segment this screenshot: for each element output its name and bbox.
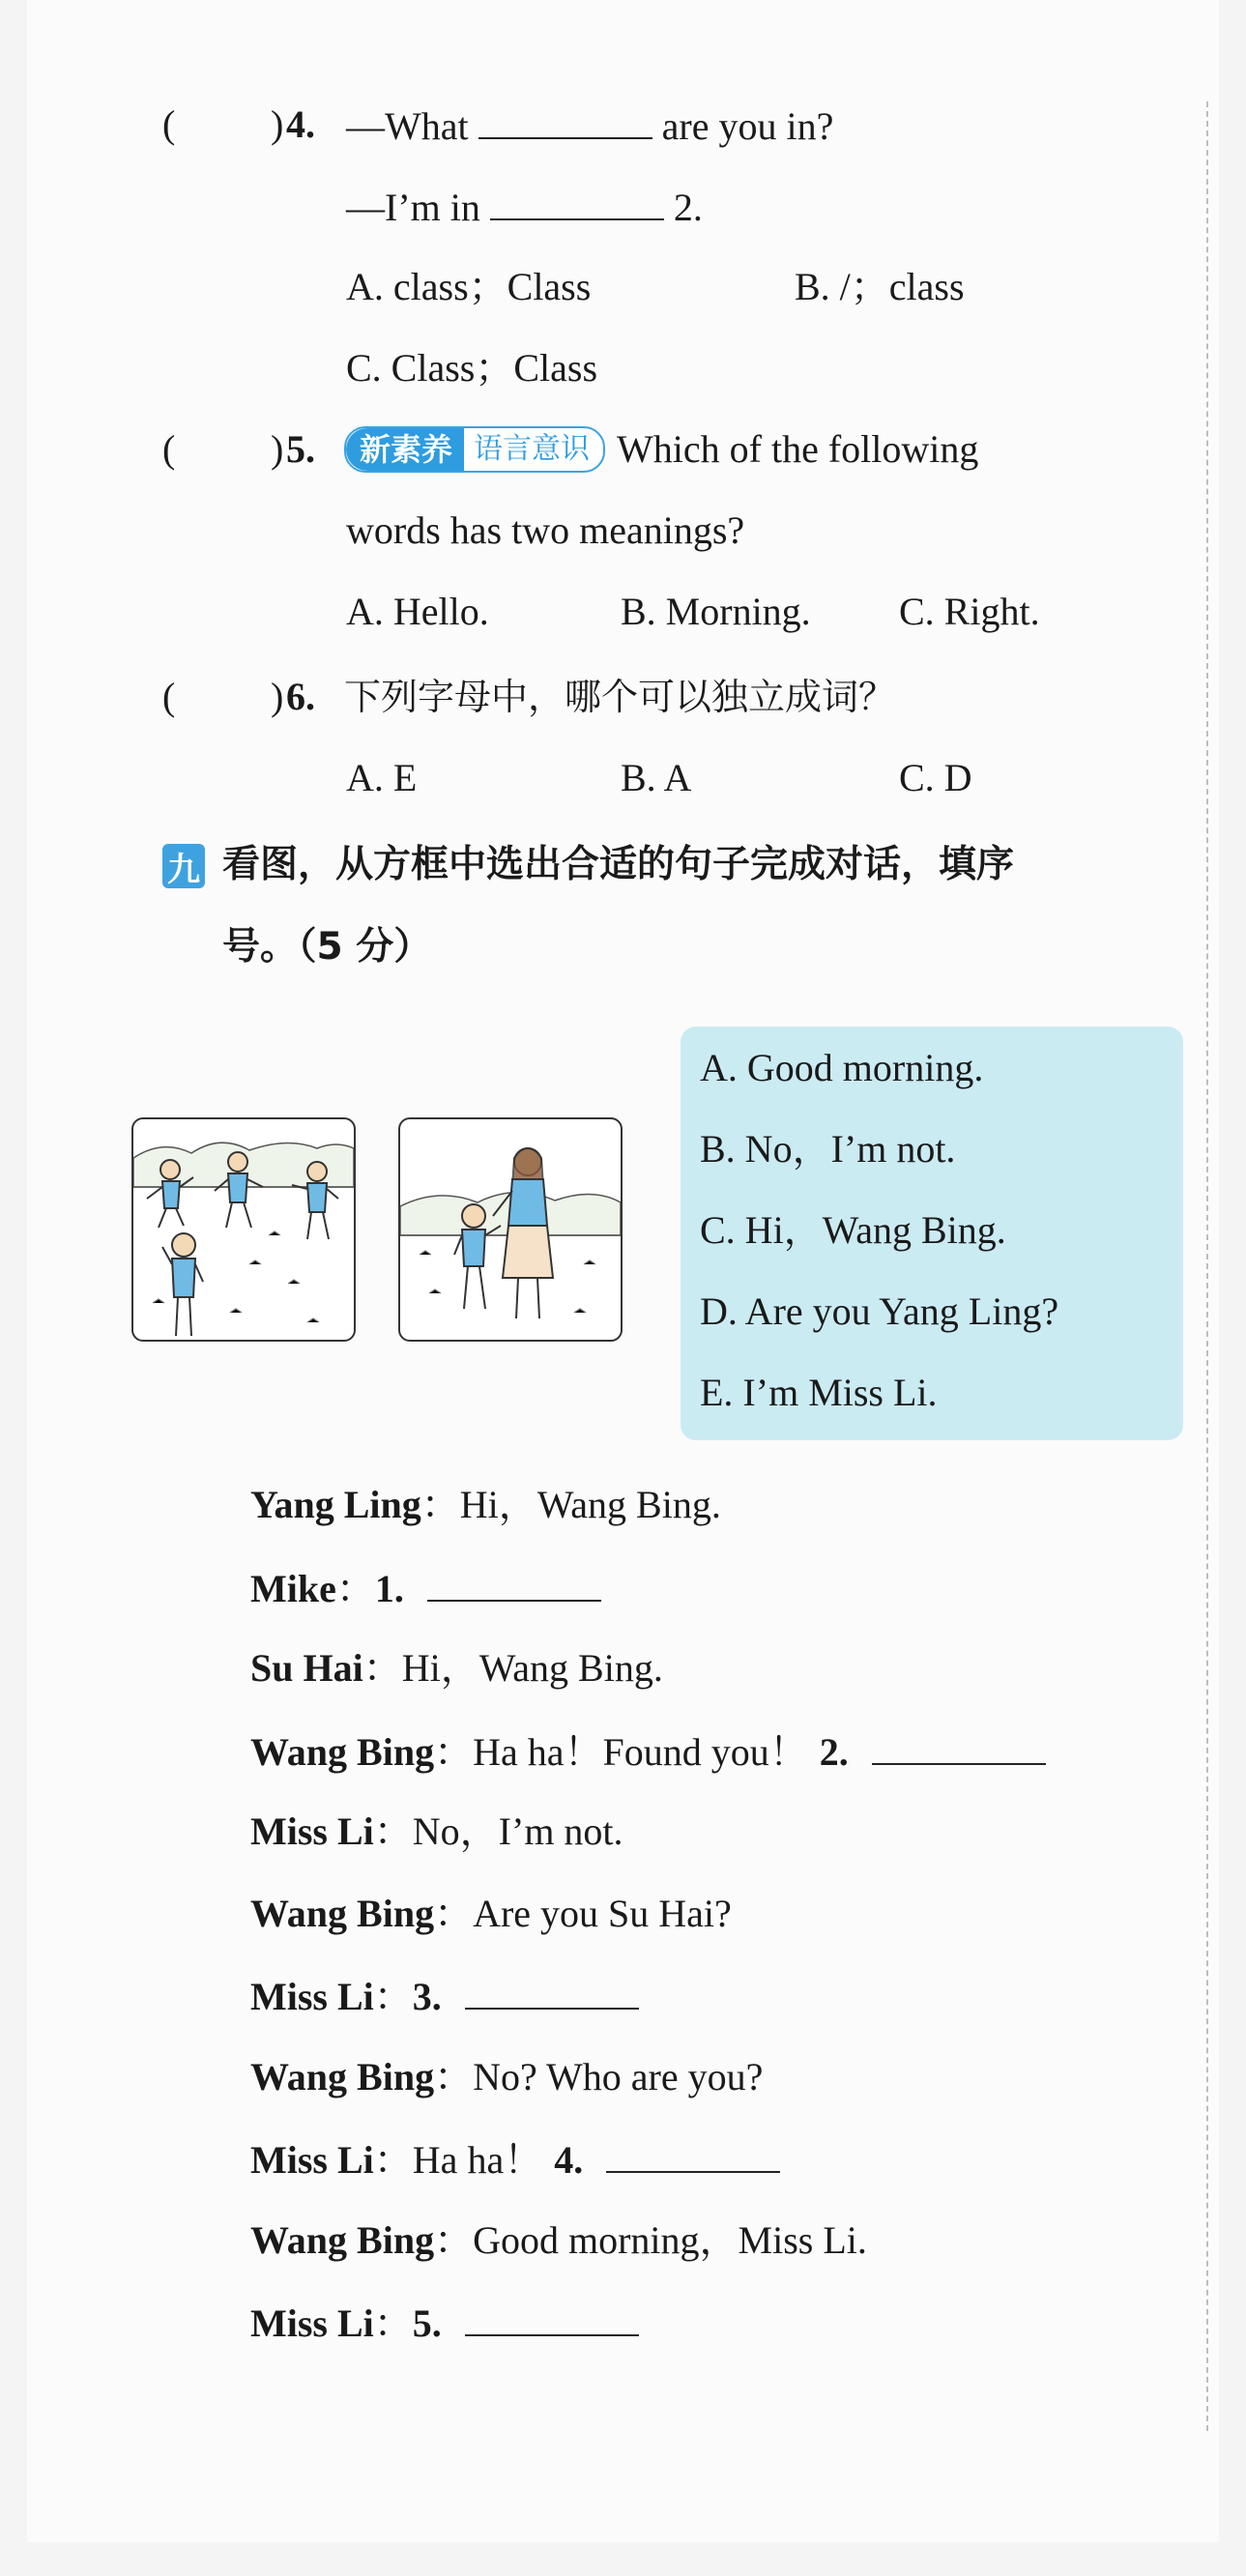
- speaker-separator: ：: [434, 2054, 474, 2098]
- q6-answer-paren-open: (: [162, 675, 176, 718]
- q4-line2: [346, 182, 703, 232]
- dialogue-line: [250, 1808, 623, 1856]
- q4-answer-paren-close: ): [271, 102, 284, 146]
- q4-line2-start: —I’m in: [346, 186, 480, 229]
- dialogue-line: [250, 1971, 649, 2021]
- q4-line2-end: 2.: [673, 186, 703, 229]
- q4-option-c: C. Class；Class: [346, 346, 598, 390]
- q5-answer-paren-close: ): [271, 427, 284, 471]
- answer-blank[interactable]: [872, 1726, 1046, 1765]
- dialogue-line: [250, 1726, 1056, 1777]
- speaker-name: Wang Bing: [250, 1891, 435, 1935]
- dialogue-text: Hi，Wang Bing.: [459, 1483, 721, 1526]
- speaker-name: Miss Li: [250, 2138, 374, 2182]
- speaker-name: Wang Bing: [250, 2217, 435, 2262]
- dialogue-line: [250, 1563, 611, 1613]
- q4-answer-paren-open: (: [162, 102, 176, 146]
- speaker-name: Miss Li: [250, 1975, 374, 2018]
- q6-option-c: C. D: [899, 756, 972, 799]
- box-option-d: D. Are you Yang Ling?: [700, 1289, 1059, 1333]
- dialogue-text: Are you Su Hai?: [473, 1891, 732, 1935]
- q5-answer-paren-open: (: [162, 427, 176, 471]
- blank-number: 1.: [374, 1566, 404, 1610]
- dialogue-line: [250, 2134, 790, 2185]
- speaker-name: Su Hai: [250, 1646, 363, 1690]
- q4-blank-2[interactable]: [490, 182, 664, 220]
- speaker-separator: ：: [420, 1483, 460, 1526]
- q4-line1: [346, 101, 833, 151]
- answer-blank[interactable]: [465, 1971, 639, 2010]
- speaker-separator: ：: [434, 2217, 474, 2262]
- speaker-name: Wang Bing: [250, 2054, 435, 2098]
- q6-number: 6.: [286, 675, 315, 718]
- q5-option-c: C. Right.: [899, 590, 1040, 633]
- q4-option-b: B. /；class: [795, 265, 965, 308]
- q6-option-b: B. A: [621, 756, 692, 799]
- q4-number: 4.: [286, 102, 315, 146]
- section-title-line2: 号。（5 分）: [222, 925, 432, 969]
- speaker-name: Miss Li: [250, 1809, 374, 1853]
- dialogue-text: Ha ha！: [412, 2138, 543, 2182]
- dialogue-text: Good morning，Miss Li.: [473, 2217, 867, 2262]
- speaker-separator: ：: [434, 1891, 474, 1935]
- q5-text-line1: Which of the following: [617, 427, 979, 471]
- speaker-name: Yang Ling: [250, 1483, 421, 1526]
- speaker-separator: ：: [373, 2138, 413, 2182]
- dialogue-line: [250, 2298, 649, 2348]
- box-option-c: C. Hi，Wang Bing.: [700, 1208, 1006, 1252]
- section-title-line1: 看图，从方框中选出合适的句子完成对话，填序: [222, 843, 1015, 886]
- q5-number: 5.: [286, 427, 315, 471]
- q4-line1-end: are you in?: [661, 104, 834, 148]
- dialogue-text: No，I’m not.: [412, 1809, 623, 1853]
- dialogue-text: Ha ha！Found you！: [473, 1729, 808, 1774]
- q4-blank-1[interactable]: [478, 101, 652, 139]
- blank-number: 4.: [554, 2138, 584, 2182]
- q6-option-a: A. E: [346, 756, 418, 799]
- box-option-a: A. Good morning.: [700, 1046, 984, 1089]
- speaker-name: Wang Bing: [250, 1729, 435, 1774]
- margin-dashed-line: [1206, 101, 1208, 2431]
- dialogue-line: [250, 2053, 763, 2101]
- q4-line1-start: —What: [346, 104, 469, 148]
- speaker-separator: ：: [434, 1729, 474, 1774]
- speaker-name: Miss Li: [250, 2301, 374, 2345]
- answer-blank[interactable]: [427, 1563, 601, 1602]
- q5-line1: [344, 425, 978, 477]
- q6-text: 下列字母中，哪个可以独立成词？: [344, 676, 896, 718]
- answer-blank[interactable]: [606, 2134, 780, 2173]
- badge-sub-label: 语言意识: [474, 431, 591, 466]
- dialogue-line: [250, 1644, 663, 1693]
- q6-answer-paren-close: ): [271, 675, 284, 718]
- dialogue-line: [250, 1890, 732, 1938]
- q5-option-b: B. Morning.: [621, 590, 811, 633]
- dialogue-text: Hi，Wang Bing.: [401, 1646, 663, 1690]
- picture-boy-and-teacher: [398, 1117, 623, 1342]
- dialogue-text: No? Who are you?: [473, 2054, 764, 2098]
- dialogue-line: [250, 2216, 867, 2265]
- dialogue-line: [250, 1481, 721, 1529]
- speaker-separator: ：: [373, 1809, 413, 1853]
- q4-option-a: A. class；Class: [346, 265, 592, 308]
- badge-main-label: 新素养: [346, 428, 464, 471]
- picture-children-playing: [131, 1117, 356, 1342]
- literacy-badge: [344, 426, 605, 473]
- speaker-separator: ：: [362, 1646, 402, 1690]
- blank-number: 3.: [412, 1975, 442, 2018]
- blank-number: 2.: [819, 1729, 849, 1774]
- box-option-e: E. I’m Miss Li.: [700, 1371, 938, 1414]
- q5-option-a: A. Hello.: [346, 590, 489, 633]
- speaker-separator: ：: [373, 1975, 413, 2018]
- section-number-badge: 九: [162, 844, 205, 888]
- speaker-separator: ：: [373, 2301, 413, 2345]
- q5-text-line2: words has two meanings?: [346, 508, 745, 552]
- answer-options-box: [681, 1027, 1183, 1440]
- speaker-name: Mike: [250, 1566, 336, 1610]
- blank-number: 5.: [412, 2301, 442, 2345]
- box-option-b: B. No，I’m not.: [700, 1127, 956, 1171]
- speaker-separator: ：: [335, 1566, 375, 1610]
- answer-blank[interactable]: [465, 2298, 639, 2336]
